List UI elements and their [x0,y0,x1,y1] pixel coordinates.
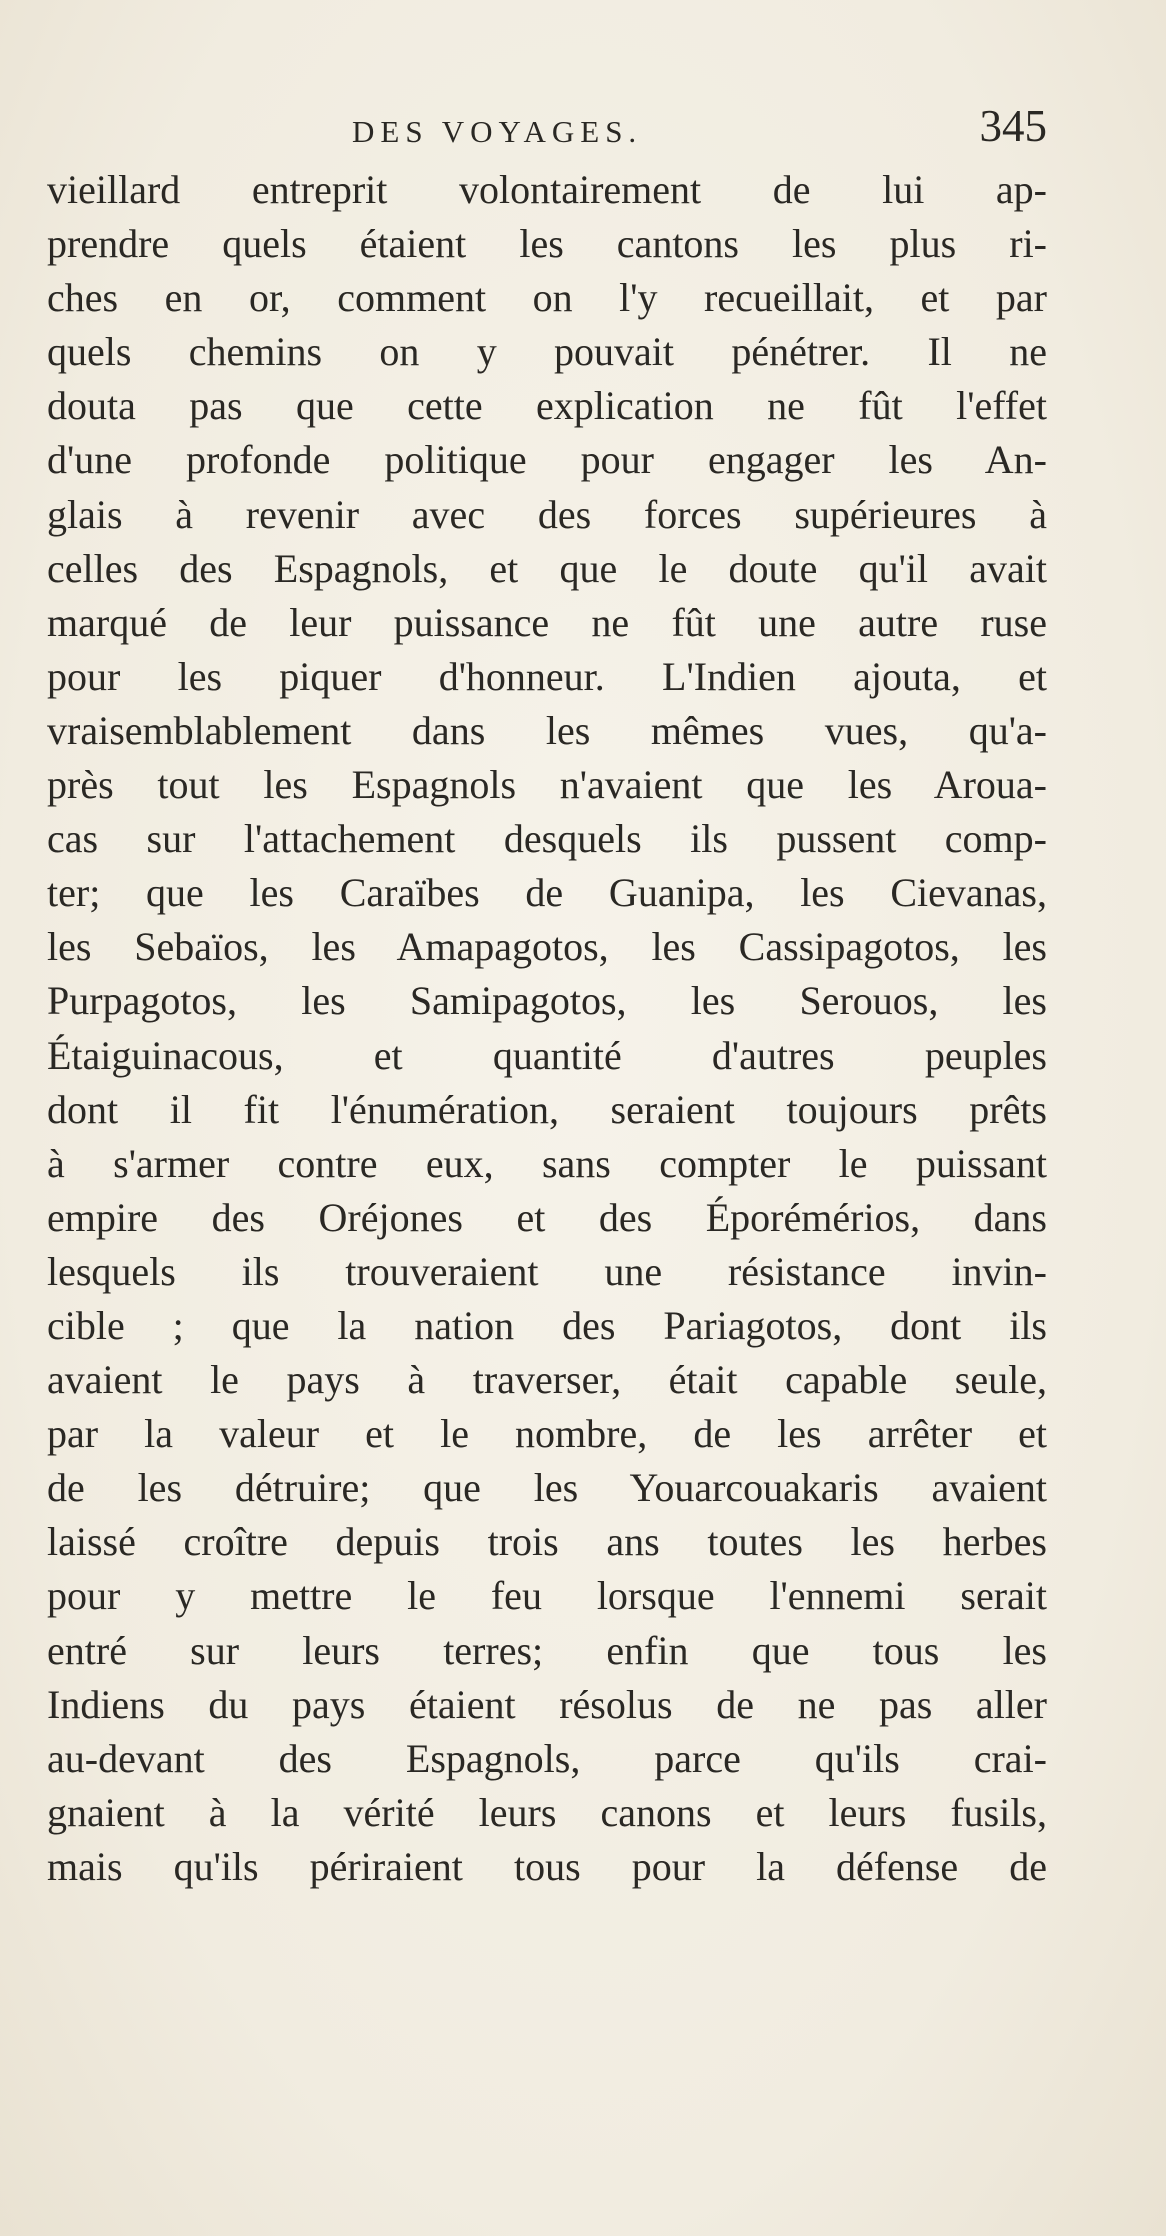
text-line: quels chemins on y pouvait pénétrer. Il ne [47,329,1047,375]
text-line: dont il fit l'énumération, seraient toujours prêts [47,1086,1047,1132]
text-line: empire des Oréjones et des Éporémérios, dans [47,1194,1047,1240]
text-line: vraisemblablement dans les mêmes vues, qu'a- [47,707,1047,753]
text-line: ter; que les Caraïbes de Guanipa, les Cievanas, [47,870,1047,916]
text-line: à s'armer contre eux, sans compter le puissant [47,1140,1047,1186]
text-line: entré sur leurs terres; enfin que tous les [47,1627,1047,1673]
text-line: par la valeur et le nombre, de les arrêter et [47,1411,1047,1457]
text-line: pour y mettre le feu lorsque l'ennemi serait [47,1573,1047,1619]
text-line: Purpagotos, les Samipagotos, les Serouos, les [47,978,1047,1024]
text-line: marqué de leur puissance ne fût une autre ruse [47,599,1047,645]
text-line: glais à revenir avec des forces supérieures à [47,491,1047,537]
text-line: de les détruire; que les Youarcouakaris avaient [47,1465,1047,1511]
text-line: près tout les Espagnols n'avaient que les Aroua- [47,762,1047,808]
text-line: Indiens du pays étaient résolus de ne pas aller [47,1681,1047,1727]
text-line: lesquels ils trouveraient une résistance invin- [47,1248,1047,1294]
text-line: douta pas que cette explication ne fût l'effet [47,383,1047,429]
running-title: DES VOYAGES. [352,114,643,149]
text-line: pour les piquer d'honneur. L'Indien ajouta, et [47,653,1047,699]
text-line: au-devant des Espagnols, parce qu'ils crai- [47,1735,1047,1781]
text-line: vieillard entreprit volontairement de lui ap- [47,167,1047,212]
running-header [47,100,1047,160]
text-line: d'une profonde politique pour engager les An- [47,437,1047,483]
text-line: gnaient à la vérité leurs canons et leurs fusils, [47,1789,1047,1835]
page-number: 345 [979,101,1047,151]
text-line: cas sur l'attachement desquels ils pussent comp- [47,816,1047,862]
text-line: avaient le pays à traverser, était capable seule, [47,1357,1047,1403]
text-line: mais qu'ils périraient tous pour la défense de [47,1843,1047,1889]
text-line: Étaiguinacous, et quantité d'autres peuples [47,1032,1047,1078]
text-line: ches en or, comment on l'y recueillait, et par [47,275,1047,321]
text-line: les Sebaïos, les Amapagotos, les Cassipagotos, les [47,924,1047,970]
text-line: celles des Espagnols, et que le doute qu'il avait [47,545,1047,591]
text-line: cible ; que la nation des Pariagotos, dont ils [47,1302,1047,1348]
body-text [47,163,1047,1894]
text-line: laissé croître depuis trois ans toutes les herbes [47,1519,1047,1565]
text-line: prendre quels étaient les cantons les plus ri- [47,221,1047,267]
